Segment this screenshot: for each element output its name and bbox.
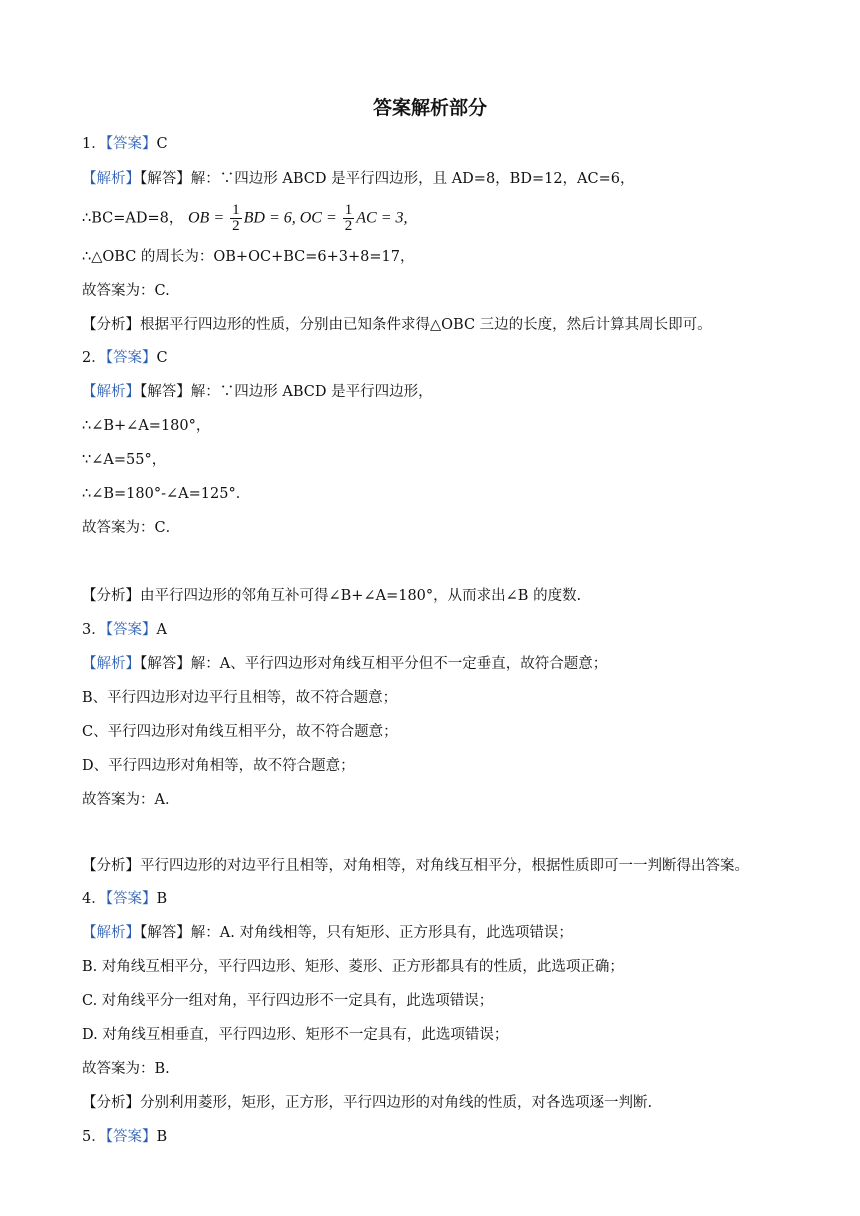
q2-solution-line-1: 【解答】解：∵四边形 ABCD 是平行四边形， (140, 384, 433, 400)
q5-number: 5． (82, 1129, 106, 1145)
q1-number: 1． (82, 136, 106, 152)
q2-answer-line (82, 348, 168, 368)
q2-number: 2． (82, 350, 106, 366)
q1-jiexi-tag: 【解析】 (82, 171, 140, 187)
q1-formula-eq2: = (321, 209, 341, 227)
q4-solution-line-2: B. 对角线互相平分，平行四边形、矩形、菱形、正方形都具有的性质，此选项正确； (82, 959, 624, 975)
q4-answer-tag: 【答案】 (105, 891, 157, 907)
q1-fraction-1 (230, 203, 242, 234)
q3-answer-value: A (156, 622, 167, 638)
q1-formula-prefix: ∴BC=AD=8， (82, 210, 184, 227)
q1-fraction-1-num: 1 (232, 202, 240, 218)
q1-solution-line-4: 故答案为：C. (82, 283, 170, 299)
q4-analysis: 【分析】分别利用菱形，矩形，正方形，平行四边形的对角线的性质，对各选项逐一判断. (82, 1095, 653, 1111)
q2-solution-line-3: ∵∠A=55°， (82, 452, 167, 468)
q4-solution-line-4: D. 对角线互相垂直，平行四边形、矩形不一定具有，此选项错误； (82, 1027, 509, 1043)
q1-analysis: 【分析】根据平行四边形的性质，分别由已知条件求得△OBC 三边的长度，然后计算其周长即可。 (82, 317, 712, 333)
q4-jiexi-line (82, 923, 573, 943)
q2-jiexi-line (82, 382, 433, 402)
q1-formula-bd-val: = 6, (264, 209, 300, 227)
q2-solution-line-5: 故答案为：C． (82, 520, 181, 536)
q3-solution-line-5: 故答案为：A． (82, 792, 180, 808)
q1-solution-line-3: ∴△OBC 的周长为：OB+OC+BC=6+3+8=17， (82, 249, 415, 265)
q1-fraction-2-num: 1 (344, 202, 353, 218)
q1-formula-bd: BD (243, 209, 265, 227)
q1-formula-eq1: = (209, 209, 229, 227)
q2-answer-tag: 【答案】 (105, 350, 157, 366)
q1-fraction-2 (343, 203, 355, 234)
q3-solution-line-3: C、平行四边形对角线互相平分，故不符合题意； (82, 724, 398, 740)
q3-analysis: 【分析】平行四边形的对边平行且相等，对角相等，对角线互相平分，根据性质即可一一判断得出答案。 (82, 858, 749, 874)
page-title: 答案解析部分 (372, 97, 487, 119)
q4-solution-line-3: C. 对角线平分一组对角，平行四边形不一定具有，此选项错误； (82, 993, 494, 1009)
q3-number: 3． (82, 622, 106, 638)
q4-answer-line (82, 889, 167, 909)
q2-jiexi-tag: 【解析】 (82, 384, 140, 400)
q1-formula-ac: AC (356, 209, 377, 227)
q3-solution-line-2: B、平行四边形对边平行且相等，故不符合题意； (82, 690, 398, 706)
q1-answer-value: C (156, 136, 168, 152)
q5-answer-line (82, 1127, 167, 1147)
q4-solution-line-5: 故答案为：B. (82, 1061, 170, 1077)
q5-answer-value: B (156, 1129, 168, 1145)
q1-answer-tag: 【答案】 (105, 136, 157, 152)
q4-answer-value: B (156, 891, 168, 907)
q3-solution-line-1: 【解答】解：A、平行四边形对角线互相平分但不一定垂直，故符合题意； (140, 656, 608, 672)
q1-formula-ob: OB (187, 209, 210, 227)
q3-jiexi-tag: 【解析】 (82, 656, 140, 672)
q3-jiexi-line (82, 654, 607, 674)
q1-fraction-1-den: 2 (232, 218, 240, 234)
q1-formula-ac-val: = 3, (376, 209, 408, 227)
q2-solution-line-2: ∴∠B+∠A=180°， (82, 418, 211, 434)
q3-solution-line-4: D、平行四边形对角相等，故不符合题意； (82, 758, 355, 774)
q1-fraction-2-den: 2 (344, 218, 353, 234)
q4-jiexi-tag: 【解析】 (82, 925, 140, 941)
q1-solution-line-1: 【解答】解：∵四边形 ABCD 是平行四边形，且 AD=8，BD=12，AC=6， (140, 171, 635, 187)
q4-number: 4． (82, 891, 106, 907)
q2-solution-line-4: ∴∠B=180°-∠A=125°． (82, 486, 251, 502)
q2-analysis: 【分析】由平行四边形的邻角互补可得∠B+∠A=180°，从而求出∠B 的度数. (82, 588, 582, 604)
q3-answer-line (82, 620, 167, 640)
q5-answer-tag: 【答案】 (105, 1129, 157, 1145)
q2-answer-value: C (156, 350, 168, 366)
q3-answer-tag: 【答案】 (105, 622, 157, 638)
q1-jiexi-line (82, 169, 635, 189)
q1-answer-line (82, 134, 168, 154)
q1-formula-oc: OC (299, 209, 322, 227)
q1-formula-line (82, 203, 408, 234)
q4-solution-line-1: 【解答】解：A. 对角线相等，只有矩形、正方形具有，此选项错误； (140, 925, 573, 941)
